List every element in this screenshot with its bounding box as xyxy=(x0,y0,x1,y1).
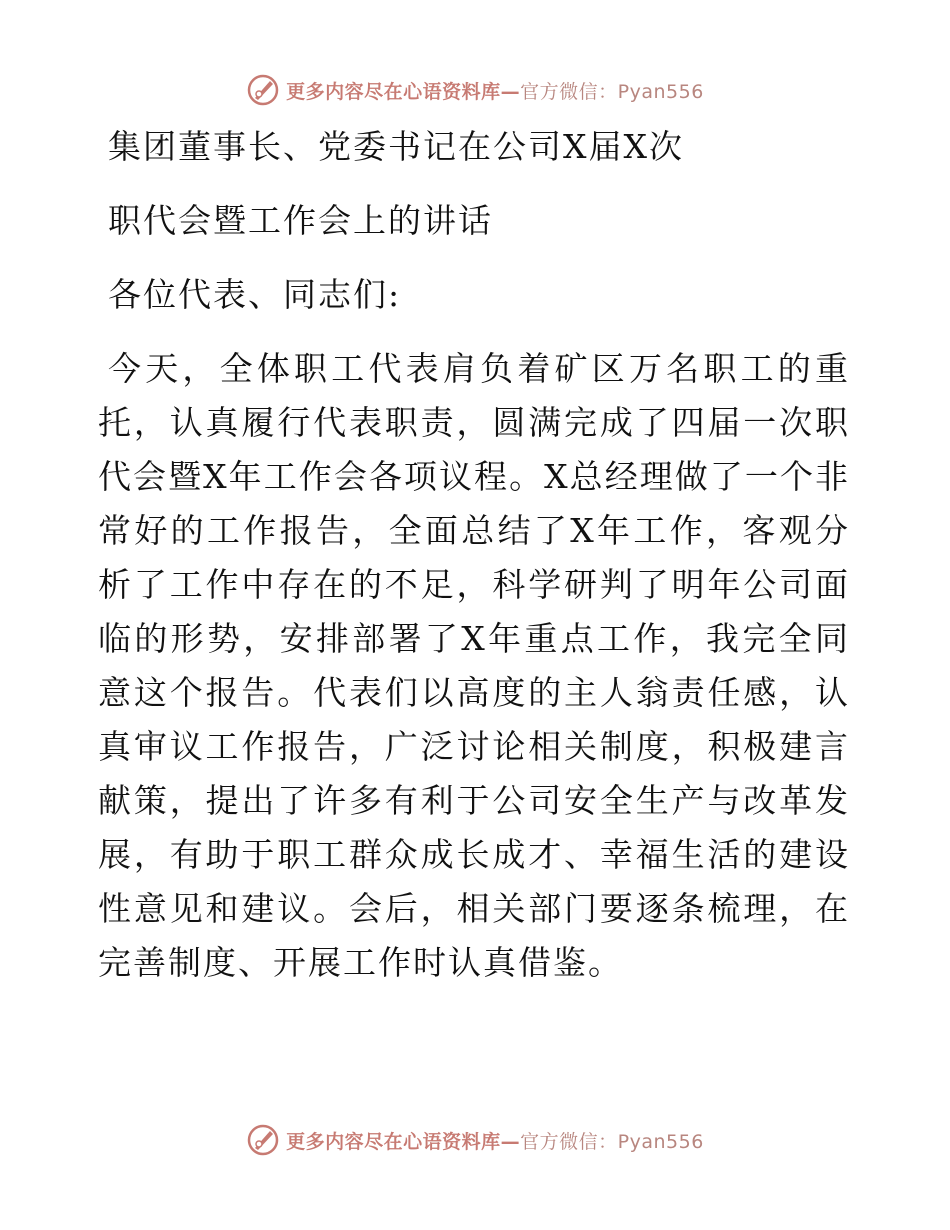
salutation: 各位代表、同志们: xyxy=(108,275,402,314)
watermark-main-text: 更多内容尽在心语资料库— xyxy=(286,80,521,103)
footer-watermark xyxy=(0,1120,950,1160)
quill-seal-icon xyxy=(246,73,280,107)
header-watermark xyxy=(0,70,950,110)
watermark-text xyxy=(286,77,704,104)
watermark-wechat-text: 官方微信：Pyan556 xyxy=(520,1130,704,1153)
body-paragraph: 今天，全体职工代表肩负着矿区万名职工的重托，认真履行代表职责，圆满完成了四届一次职代会暨X年工作会各项议程。X总经理做了一个非常好的工作报告，全面总结了X年工作，客观分析了工作中存在的不足，科学研判了明年公司面临的形势，安排部署了X年重点工作，我完全同意这个报告。代表们以高度的主人翁责任感，认真审议工作报告，广泛讨论相关制度，积极建言献策，提出了许多有利于公司安全生产与改革发展，有助于职工群众成长成才、幸福生活的建设性意见和建议。会后，相关部门要逐条梳理，在完善制度、开展工作时认真借鉴。 xyxy=(98,349,850,982)
document-body xyxy=(98,120,850,990)
document-title-line-1: 集团董事长、党委书记在公司X届X次 xyxy=(108,127,684,166)
quill-seal-icon xyxy=(246,1123,280,1157)
watermark-wechat-text: 官方微信：Pyan556 xyxy=(520,80,704,103)
watermark-text xyxy=(286,1127,704,1154)
document-title-line-2: 职代会暨工作会上的讲话 xyxy=(108,201,493,240)
watermark-main-text: 更多内容尽在心语资料库— xyxy=(286,1130,521,1153)
